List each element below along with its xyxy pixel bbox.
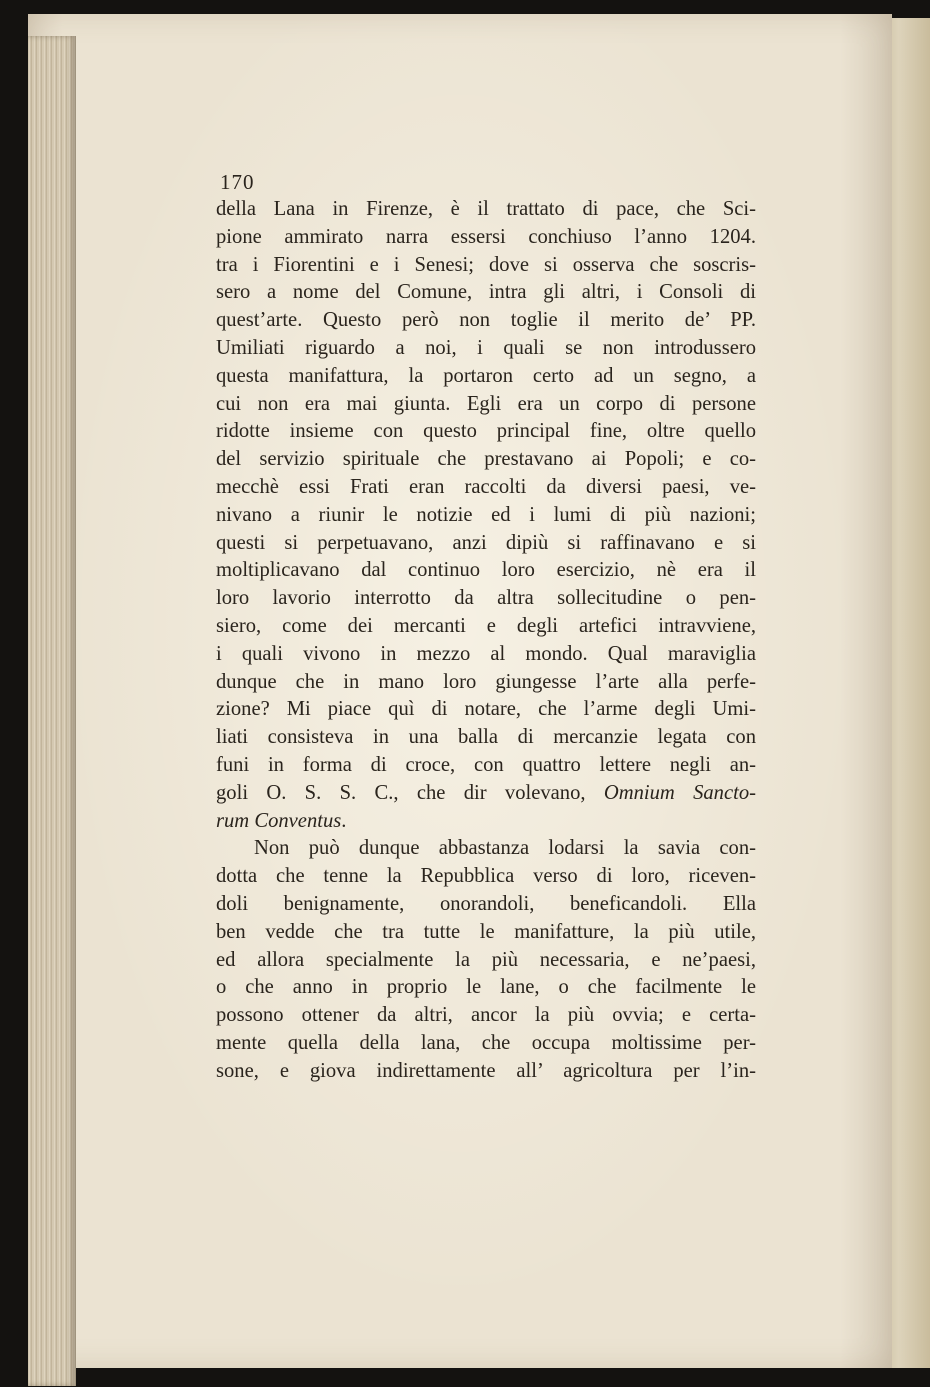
text-line: liati consisteva in una balla di mercanzie legata con: [216, 726, 756, 749]
text-span: .: [341, 809, 347, 832]
text-line: ben vedde che tra tutte le manifatture, la più utile,: [216, 920, 756, 943]
text-line: doli benignamente, onorandoli, beneficandoli. Ella: [216, 892, 756, 915]
text-line: nivano a riunir le notizie ed i lumi di più nazioni;: [216, 503, 756, 526]
stacked-page-edges: [28, 36, 76, 1386]
text-line: dunque che in mano loro giungesse l’arte alla perfe-: [216, 670, 756, 693]
text-line: quest’arte. Questo però non toglie il merito de’ PP.: [216, 309, 756, 332]
text-line: questa manifattura, la portaron certo ad un segno, a: [216, 364, 756, 387]
text-line: dotta che tenne la Repubblica verso di loro, riceven-: [216, 865, 756, 888]
text-line: mecchè essi Frati eran raccolti da diversi paesi, ve-: [216, 475, 756, 498]
text-line: tra i Fiorentini e i Senesi; dove si osserva che soscris-: [216, 253, 756, 276]
text-line: pione ammirato narra essersi conchiuso l’anno 1204.: [216, 225, 756, 248]
text-line: sero a nome del Comune, intra gli altri, i Consoli di: [216, 281, 756, 304]
paragraph-end-line: [216, 808, 756, 836]
text-line: sone, e giova indirettamente all’ agricoltura per l’in-: [216, 1059, 756, 1082]
text-line: o che anno in proprio le lane, o che facilmente le: [216, 976, 756, 999]
text-line: ridotte insieme con questo principal fine, oltre quello: [216, 420, 756, 443]
text-line: loro lavorio interrotto da altra sollecitudine o pen-: [216, 587, 756, 610]
text-line-mixed: [216, 780, 756, 808]
italic-text-span: Omnium Sancto-: [603, 781, 756, 804]
text-line: cui non era mai giunta. Egli era un corpo di persone: [216, 392, 756, 415]
text-line: della Lana in Firenze, è il trattato di pace, che Sci-: [216, 198, 756, 220]
text-line: moltiplicavano dal continuo loro esercizio, nè era il: [216, 559, 756, 582]
text-line: del servizio spirituale che prestavano ai Popoli; e co-: [216, 448, 756, 471]
text-line: possono ottener da altri, ancor la più ovvia; e certa-: [216, 1004, 756, 1027]
italic-text-span: rum Conventus: [216, 809, 342, 832]
page-text-block: [216, 170, 756, 1086]
text-line: mente quella della lana, che occupa moltissime per-: [216, 1031, 756, 1054]
text-line: siero, come dei mercanti e degli artefici intravviene,: [216, 614, 756, 637]
text-line: questi si perpetuavano, anzi dipiù si raffinavano e si: [216, 531, 756, 554]
text-span: goli O. S. S. C., che dir volevano,: [216, 781, 604, 804]
text-line: funi in forma di croce, con quattro lettere negli an-: [216, 753, 756, 776]
text-line: ed allora specialmente la più necessaria, e ne’paesi,: [216, 948, 756, 971]
text-line: Umiliati riguardo a noi, i quali se non introdussero: [216, 336, 756, 359]
text-line: zione? Mi piace quì di notare, che l’arme degli Umi-: [216, 698, 756, 721]
text-line: i quali vivono in mezzo al mondo. Qual maraviglia: [216, 642, 756, 665]
page-number: 170: [220, 170, 255, 194]
paragraph-start-line: Non può dunque abbastanza lodarsi la savia con-: [254, 837, 756, 860]
